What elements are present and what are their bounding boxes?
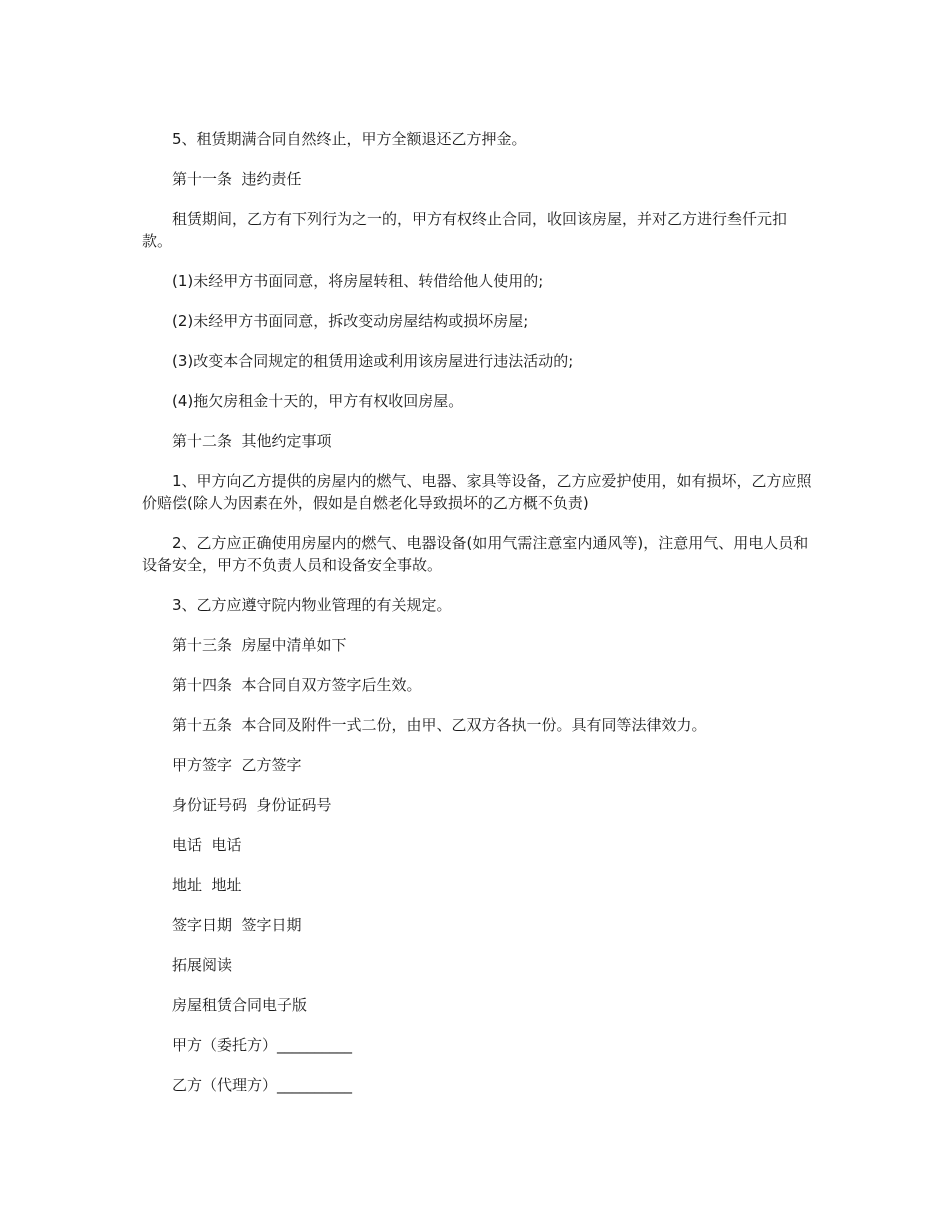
phone-line: 电话 电话 — [172, 836, 242, 854]
heading-article-12: 第十二条 其他约定事项 — [172, 432, 332, 450]
heading-article-11: 第十一条 违约责任 — [172, 170, 302, 188]
paragraph-deposit-refund: 5、租赁期满合同自然终止，甲方全额退还乙方押金。 — [172, 130, 527, 148]
signature-line: 甲方签字 乙方签字 — [172, 756, 302, 774]
paragraph-other-item-2: 2、乙方应正确使用房屋内的燃气、电器设备(如用气需注意室内通风等)，注意用气、用电人员和设备安全，甲方不负责人员和设备安全事故。 — [142, 534, 809, 574]
address-line: 地址 地址 — [172, 876, 242, 894]
paragraph-breach-item-3: (3)改变本合同规定的租赁用途或利用该房屋进行违法活动的; — [172, 352, 574, 370]
paragraph-other-item-1: 1、甲方向乙方提供的房屋内的燃气、电器、家具等设备，乙方应爱护使用，如有损坏，乙方应照价赔偿(除人为因素在外，假如是自燃老化导致损坏的乙方概不负责) — [142, 472, 812, 512]
paragraph-other-item-3: 3、乙方应遵守院内物业管理的有关规定。 — [172, 596, 452, 614]
document-body — [142, 128, 812, 1114]
heading-article-15: 第十五条 本合同及附件一式二份，由甲、乙双方各执一份。具有同等法律效力。 — [172, 716, 707, 734]
paragraph-breach-item-2: (2)未经甲方书面同意，拆改变动房屋结构或损坏房屋; — [172, 312, 529, 330]
party-a-line: 甲方（委托方）__________ — [172, 1036, 353, 1054]
party-b-line: 乙方（代理方）__________ — [172, 1076, 353, 1094]
paragraph-breach-item-1: (1)未经甲方书面同意，将房屋转租、转借给他人使用的; — [172, 272, 544, 290]
id-number-line: 身份证号码 身份证码号 — [172, 796, 332, 814]
sign-date-line: 签字日期 签字日期 — [172, 916, 302, 934]
paragraph-breach-intro: 租赁期间，乙方有下列行为之一的，甲方有权终止合同，收回该房屋，并对乙方进行叁仟元扣款。 — [142, 210, 788, 250]
paragraph-breach-item-4: (4)拖欠房租金十天的，甲方有权收回房屋。 — [172, 392, 464, 410]
heading-article-14: 第十四条 本合同自双方签字后生效。 — [172, 676, 422, 694]
heading-article-13: 第十三条 房屋中清单如下 — [172, 636, 347, 654]
contract-title: 房屋租赁合同电子版 — [172, 996, 308, 1014]
extended-reading-heading: 拓展阅读 — [172, 956, 233, 974]
